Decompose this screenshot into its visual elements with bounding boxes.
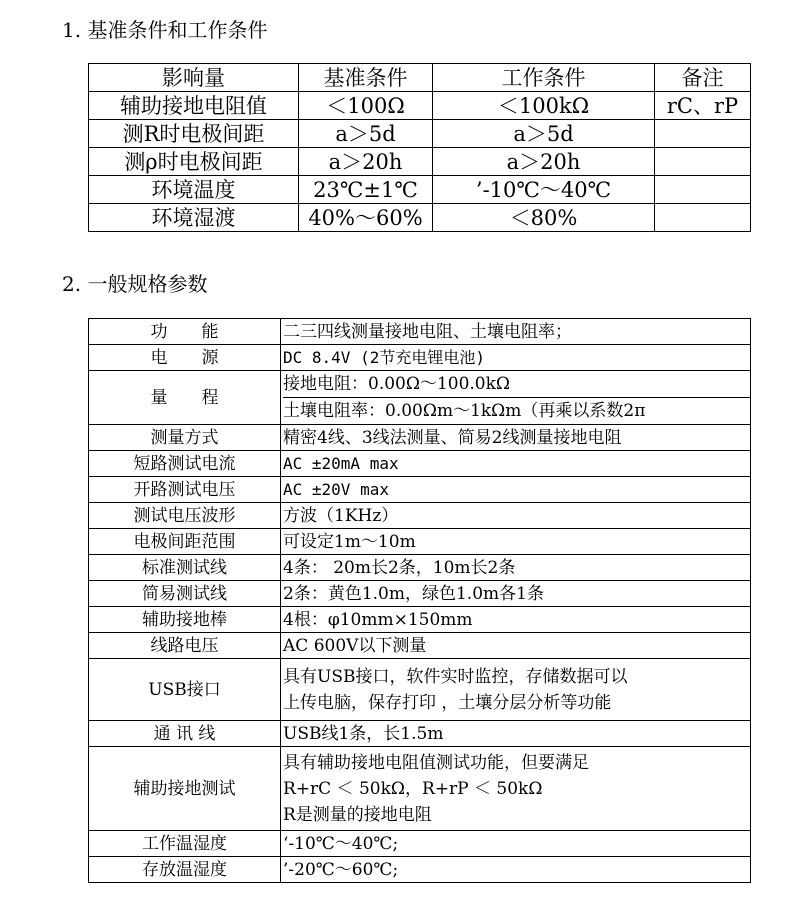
table-cell: a＞20h — [433, 148, 655, 176]
spec-label: 标准测试线 — [89, 555, 281, 581]
table-row — [89, 120, 751, 148]
spec-value — [281, 659, 751, 721]
table-row — [89, 371, 751, 425]
usb-description-line: 具有USB接口，软件实时监控，存储数据可以 — [283, 666, 628, 687]
header-cell: 备注 — [655, 64, 751, 92]
spec-label: 工作温湿度 — [89, 831, 281, 857]
table-row — [89, 581, 751, 607]
spec-value: ‘-10℃～40℃; — [281, 831, 751, 857]
section-title-conditions: 1. 基准条件和工作条件 — [62, 18, 268, 42]
aux-test-line: 具有辅助接地电阻值测试功能，但要满足 — [283, 752, 589, 773]
table-row — [89, 555, 751, 581]
spec-value: 2条：黄色1.0m，绿色1.0m各1条 — [281, 581, 751, 607]
table-cell: a＞5d — [299, 120, 433, 148]
spec-label: 线路电压 — [89, 633, 281, 659]
usb-description-line: 上传电脑，保存打印 ，土壤分层分析等功能 — [283, 692, 612, 713]
spec-value: 4条： 20m长2条，10m长2条 — [281, 555, 751, 581]
table-cell — [655, 120, 751, 148]
table-row — [89, 148, 751, 176]
spec-value: AC ±20mA max — [281, 451, 751, 477]
table-cell: ’-10℃～40℃ — [433, 176, 655, 204]
spec-label: 电极间距范围 — [89, 529, 281, 555]
spec-label: 辅助接地测试 — [89, 747, 281, 831]
table-cell: 23℃±1℃ — [299, 176, 433, 204]
spec-value — [281, 747, 751, 831]
table-cell: a＞20h — [299, 148, 433, 176]
table-row — [89, 659, 751, 721]
spec-value — [281, 371, 751, 425]
spec-value: 可设定1m～10m — [281, 529, 751, 555]
spec-value: DC 8.4V (2节充电锂电池) — [281, 345, 751, 371]
table-cell: 辅助接地电阻值 — [89, 92, 299, 120]
table-cell — [655, 148, 751, 176]
table-row — [89, 425, 751, 451]
header-cell: 影响量 — [89, 64, 299, 92]
table-row — [89, 747, 751, 831]
table-row — [89, 607, 751, 633]
table-row — [89, 451, 751, 477]
table-cell: rC、rP — [655, 92, 751, 120]
spec-label: USB接口 — [89, 659, 281, 721]
spec-label: 开路测试电压 — [89, 477, 281, 503]
spec-label: 通 讯 线 — [89, 721, 281, 747]
spec-label: 测试电压波形 — [89, 503, 281, 529]
aux-test-line: R是测量的接地电阻 — [283, 804, 432, 825]
specs-table — [88, 318, 751, 883]
table-cell: ＜80% — [433, 204, 655, 232]
range-soil-resistivity: 土壤电阻率：0.00Ωm～1kΩm（再乘以系数2π — [283, 397, 750, 424]
aux-test-line: R+rC ＜ 50kΩ，R+rP ＜ 50kΩ — [283, 778, 543, 799]
table-header-row — [89, 64, 751, 92]
table-row — [89, 633, 751, 659]
spec-label: 辅助接地棒 — [89, 607, 281, 633]
spec-value: 4根：φ10mm×150mm — [281, 607, 751, 633]
spec-label: 测量方式 — [89, 425, 281, 451]
spec-label: 量 程 — [89, 371, 281, 425]
table-cell — [655, 176, 751, 204]
table-row — [89, 92, 751, 120]
spec-label: 功 能 — [89, 319, 281, 345]
spec-value: 精密4线、3线法测量、简易2线测量接地电阻 — [281, 425, 751, 451]
header-cell: 基准条件 — [299, 64, 433, 92]
spec-label: 存放温湿度 — [89, 857, 281, 883]
spec-value: AC ±20V max — [281, 477, 751, 503]
header-cell: 工作条件 — [433, 64, 655, 92]
table-row — [89, 176, 751, 204]
spec-value: USB线1条，长1.5m — [281, 721, 751, 747]
table-cell: 40%～60% — [299, 204, 433, 232]
table-cell: a＞5d — [433, 120, 655, 148]
table-row — [89, 204, 751, 232]
table-cell: 环境湿渡 — [89, 204, 299, 232]
table-cell: ＜100kΩ — [433, 92, 655, 120]
table-row — [89, 503, 751, 529]
table-row — [89, 319, 751, 345]
spec-label: 短路测试电流 — [89, 451, 281, 477]
table-cell: 测ρ时电极间距 — [89, 148, 299, 176]
table-cell: ＜100Ω — [299, 92, 433, 120]
table-row — [89, 345, 751, 371]
table-row — [89, 477, 751, 503]
table-row — [89, 831, 751, 857]
table-row — [89, 857, 751, 883]
spec-value: 方波（1KHz） — [281, 503, 751, 529]
section-title-specs: 2. 一般规格参数 — [62, 272, 208, 296]
spec-label: 电 源 — [89, 345, 281, 371]
spec-value: 二三四线测量接地电阻、土壤电阻率； — [281, 319, 751, 345]
table-cell: 测R时电极间距 — [89, 120, 299, 148]
table-row — [89, 721, 751, 747]
table-row — [89, 529, 751, 555]
table-cell: 环境温度 — [89, 176, 299, 204]
table-cell — [655, 204, 751, 232]
range-ground-resistance: 接地电阻：0.00Ω～100.0kΩ — [283, 374, 511, 394]
conditions-table — [88, 63, 751, 232]
spec-value: ’-20℃～60℃; — [281, 857, 751, 883]
spec-value: AC 600V以下测量 — [281, 633, 751, 659]
spec-label: 简易测试线 — [89, 581, 281, 607]
